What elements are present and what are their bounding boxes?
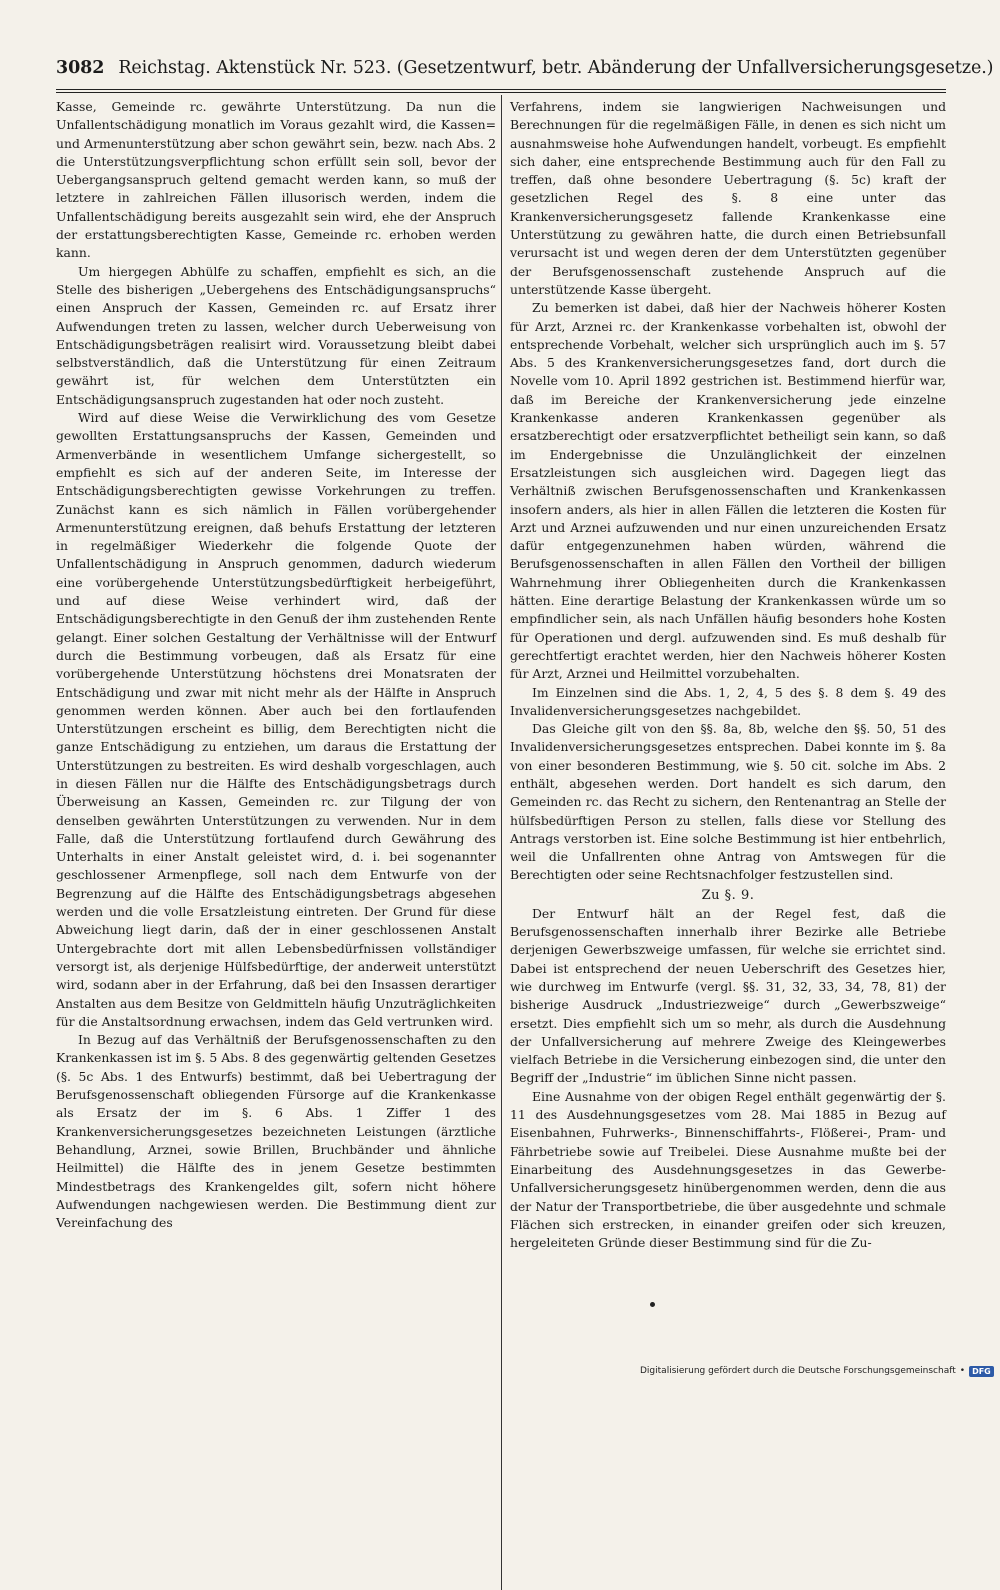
paragraph: Der Entwurf hält an der Regel fest, daß die Berufsgenossenschaften innerhalb ihrer Bezirke alle Betriebe derjenigen Gewerbszweige umfassen, für welche sie errichtet sind. Dabei ist entsprechend der neuen Ueberschrift des Gesetzes hier, wie durchweg im Entwurfe (vergl. §§. 31, 32, 33, 34, 78, 81) der bisherige Ausdruck „Industriezweige“ durch „Gewerbszweige“ ersetzt. Dies empfiehlt sich um so mehr, als durch die Ausdehnung der Unfallversicherung auf mehrere Zweige des Kleingewerbes vielfach Betriebe in die Versicherung einbezogen sind, die unter den Begriff der „Industrie“ im üblichen Sinne nicht passen. bbox=[510, 905, 946, 1086]
paragraph: Das Gleiche gilt von den §§. 8a, 8b, welche den §§. 50, 51 des Invalidenversicherungsgesetzes entsprechen. Dabei konnte im §. 8a von einer besonderen Bestimmung, wie §. 50 cit. solche im Abs. 2 enthält, abgesehen werden. Dort handelt es sich darum, den Gemeinden rc. das Recht zu sichern, den Rentenantrag an Stelle der hülfsbedürftigen Person zu stellen, falls diese vor Stellung des Antrags verstorben ist. Eine solche Bestimmung ist hier entbehrlich, weil die Unfallrenten ohne Antrag von Amtswegen für die Berechtigten oder seine Rechtsnachfolger festzustellen sind. bbox=[510, 721, 946, 883]
page-number: 3082 bbox=[56, 58, 105, 78]
dfg-logo-icon: DFG bbox=[969, 1366, 994, 1377]
header-rule-double bbox=[56, 92, 946, 93]
right-column bbox=[510, 98, 946, 1252]
printer-mark bbox=[650, 1302, 655, 1307]
footer bbox=[640, 1363, 994, 1379]
paragraph: In Bezug auf das Verhältniß der Berufsgenossenschaften zu den Krankenkassen ist im §. 5 Abs. 8 des gegenwärtig geltenden Gesetzes (§. 5c Abs. 1 des Entwurfs) bestimmt, daß bei Uebertragung der Berufsgenossenschaft obliegenden Fürsorge auf die Krankenkasse als Ersatz der im §. 6 Abs. 1 Ziffer 1 des Krankenversicherungsgesetzes bezeichneten Leistungen (ärztliche Behandlung, Arznei, sowie Brillen, Bruchbänder und ähnliche Heilmittel) die Hälfte des in jenem Gesetze bestimmten Mindestbetrags des Krankengeldes gilt, sofern nicht höhere Aufwendungen nachgewiesen werden. Die Bestimmung dient zur Vereinfachung des bbox=[56, 1032, 496, 1231]
paragraph: Wird auf diese Weise die Verwirklichung des vom Gesetze gewollten Erstattungsanspruchs der Kassen, Gemeinden und Armenverbände in wesentlichem Umfange sichergestellt, so empfiehlt es sich auf der anderen Seite, im Interesse der Entschädigungsberechtigten gewisse Vorkehrungen zu treffen. Zunächst kann es sich nämlich in Fällen vorübergehender Armenunterstützung ereignen, daß behufs Erstattung der letzteren in regelmäßiger Wiederkehr die folgende Quote der Unfallentschädigung in Anspruch genommen, dadurch wiederum eine vorübergehende Unterstützungsbedürftigkeit herbeigeführt, und auf diese Weise verhindert wird, daß der Entschädigungsberechtigte in den Genuß der ihm zustehenden Rente gelangt. Einer solchen Gestaltung der Verhältnisse will der Entwurf durch die Bestimmung vorbeugen, daß als Ersatz für eine vorübergehende Unterstützung höchstens drei Monatsraten der Entschädigung und zwar mit nicht mehr als der Hälfte in Anspruch genommen werden können. Aber auch bei den fortlaufenden Unterstützungen erscheint es billig, dem Berechtigten nicht die ganze Entschädigung zu entziehen, um daraus die Erstattung der Unterstützungen zu bestreiten. Es wird deshalb vorgeschlagen, auch in diesen Fällen nur die Hälfte des Entschädigungsbetrags durch Überweisung an Kassen, Gemeinden rc. zur Tilgung der von denselben gewährten Unterstützungen zu verwenden. Nur in dem Falle, daß die Unterstützung fortlaufend durch Gewährung des Unterhalts in einer Anstalt geleistet wird, d. i. bei sogenannter geschlossener Armenpflege, soll nach dem Entwurfe von der Begrenzung auf die Hälfte des Entschädigungsbetrags abgesehen werden und die volle Ersatzleistung eintreten. Der Grund für diese Abweichung liegt darin, daß der in einer geschlossenen Anstalt Untergebrachte dort mit allen Lebensbedürfnissen vollständiger versorgt ist, als derjenige Hülfsbedürftige, der anderweit unterstützt wird, sodann aber in der Erfahrung, daß bei den Insassen derartiger Anstalten aus dem Besitze von Geldmitteln häufig Unzuträglichkeiten für die Anstaltsordnung erwachsen, indem das Geld vertrunken wird. bbox=[56, 410, 496, 1029]
section-heading: Zu §. 9. bbox=[701, 887, 755, 903]
column-divider bbox=[501, 95, 502, 1590]
header-rule bbox=[56, 89, 946, 90]
left-column bbox=[56, 98, 496, 1232]
paragraph: Eine Ausnahme von der obigen Regel enthält gegenwärtig der §. 11 des Ausdehnungsgesetzes vom 28. Mai 1885 in Bezug auf Eisenbahnen, Fuhrwerks-, Binnenschiffahrts-, Flößerei-, Pram- und Fährbetriebe sowie auf Treibelei. Diese Ausnahme mußte bei der Einarbeitung des Ausdehnungsgesetzes in das Gewerbe-Unfallversicherungsgesetz hinübergenommen werden, denn die aus der Natur der Transportbetriebe, die über ausgedehnte und schmale Flächen sich erstrecken, in einander greifen oder sich kreuzen, hergeleiteten Gründe dieser Bestimmung sind für die Zu- bbox=[510, 1088, 946, 1251]
paragraph: Um hiergegen Abhülfe zu schaffen, empfiehlt es sich, an die Stelle des bisherigen „Uebergehens des Entschädigungsanspruchs“ einen Anspruch der Kassen, Gemeinden rc. auf Ersatz ihrer Aufwendungen treten zu lassen, welcher durch Ueberweisung von Entschädigungsbeträgen realisirt wird. Voraussetzung bleibt dabei selbstverständlich, daß die Unterstützung für einen Zeitraum gewährt ist, für welchen dem Unterstützten ein Entschädigungsanspruch zugestanden hat oder noch zusteht. bbox=[56, 263, 496, 407]
paragraph: Im Einzelnen sind die Abs. 1, 2, 4, 5 des §. 8 dem §. 49 des Invalidenversicherungsgesetzes nachgebildet. bbox=[510, 684, 946, 718]
separator-dot: • bbox=[959, 1366, 966, 1376]
paragraph: Verfahrens, indem sie langwierigen Nachweisungen und Berechnungen für die regelmäßigen Fälle, in denen es sich nicht um ausnahmsweise hohe Aufwendungen handelt, vorbeugt. Es empfiehlt sich daher, eine entsprechende Bestimmung auch für den Fall zu treffen, daß ohne besondere Uebertragung (§. 5c) kraft der gesetzlichen Regel des §. 8 eine unter das Krankenversicherungsgesetz fallende Krankenkasse eine Unterstützung zu gewähren hatte, die durch einen Betriebsunfall verursacht ist und wegen deren der dem Unterstützten gegenüber der Berufsgenossenschaft zustehende Anspruch auf die unterstützende Kasse übergeht. bbox=[510, 99, 946, 297]
paragraph: Kasse, Gemeinde rc. gewährte Unterstützung. Da nun die Unfallentschädigung monatlich im Voraus gezahlt wird, die Kassen= und Armenunterstützung aber schon gewährt sein, bezw. nach Abs. 2 die Unterstützungsverpflichtung schon erfüllt sein soll, bevor der Uebergangsanspruch geltend gemacht werden kann, so muß der letztere in zahlreichen Fällen illusorisch werden, indem die Unfallentschädigung bereits ausgezahlt sein wird, ehe der Anspruch der erstattungsberechtigten Kasse, Gemeinde rc. erhoben werden kann. bbox=[56, 99, 496, 261]
running-title: Reichstag. Aktenstück Nr. 523. (Gesetzentwurf, betr. Abänderung der Unfallversicherungsgesetze.) bbox=[118, 58, 994, 78]
footer-text: Digitalisierung gefördert durch die Deutsche Forschungsgemeinschaft bbox=[640, 1366, 956, 1376]
paragraph: Zu bemerken ist dabei, daß hier der Nachweis höherer Kosten für Arzt, Arznei rc. der Krankenkasse vorbehalten ist, obwohl der entsprechende Vorbehalt, welcher sich ursprünglich auch im §. 57 Abs. 5 des Krankenversicherungsgesetzes fand, dort durch die Novelle vom 10. April 1892 gestrichen ist. Bestimmend hierfür war, daß im Bereiche der Krankenversicherung jede einzelne Krankenkasse anderen Krankenkassen gegenüber als ersatzberechtigt oder ersatzverpflichtet betheiligt sein kann, so daß im Endergebnisse die Unzulänglichkeit der einzelnen Ersatzleistungen sich ausgleichen wird. Dagegen liegt das Verhältniß zwischen Berufsgenossenschaften und Krankenkassen insofern anders, als hier in allen Fällen die letzteren die Kosten für Arzt und Arznei aufzuwenden und nur einen unzureichenden Ersatz dafür entgegenzunehmen haben würden, während die Berufsgenossenschaften in allen Fällen den Vortheil der billigen Wahrnehmung ihrer Obliegenheiten durch die Krankenkassen hätten. Eine derartige Belastung der Krankenkassen würde um so empfindlicher sein, als nach Unfällen häufig besonders hohe Kosten für Operationen und dergl. aufzuwenden sind. Es muß deshalb für gerechtfertigt erachtet werden, hier den Nachweis höherer Kosten für Arzt, Arznei und Heilmittel vorzubehalten. bbox=[510, 300, 946, 682]
running-header bbox=[56, 57, 994, 83]
